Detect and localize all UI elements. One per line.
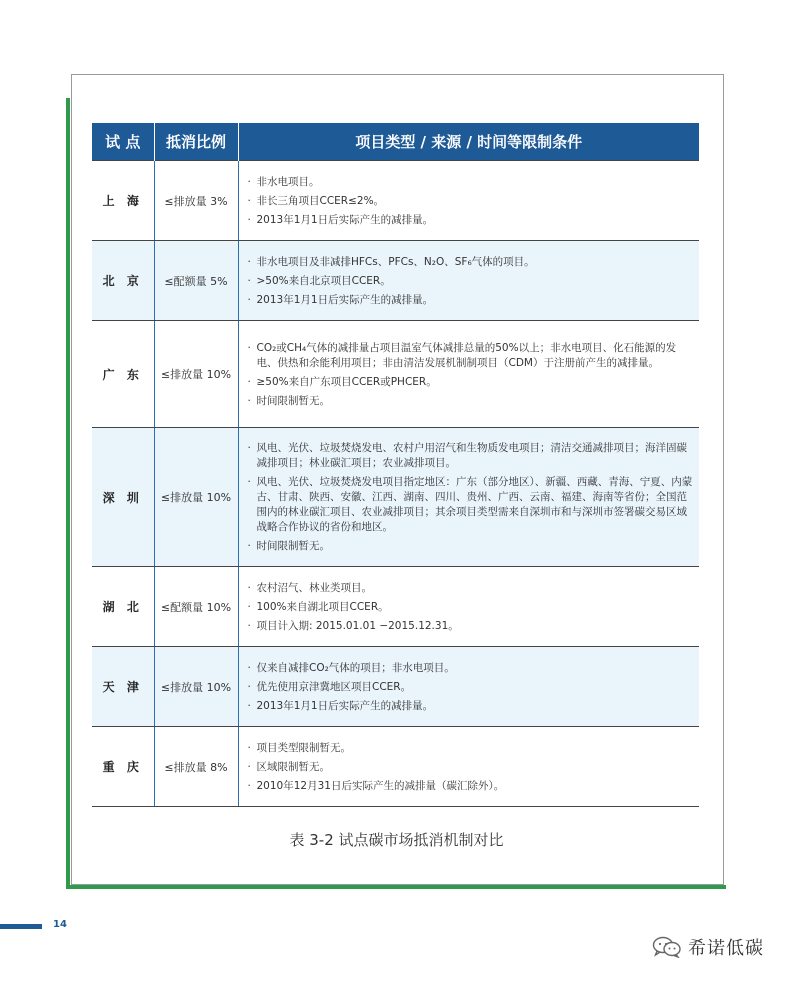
table-row (92, 567, 699, 647)
condition-item: · 2013年1月1日后实际产生的减排量。 (247, 213, 434, 226)
pilot-name: 北 京 (92, 241, 154, 321)
conditions-cell (238, 161, 699, 241)
condition-text: 仅来自减排CO₂气体的项目；非水电项目。 (256, 661, 455, 674)
condition-item: · 优先使用京津冀地区项目CCER。 (247, 680, 412, 693)
header-pilot: 试 点 (92, 123, 154, 161)
condition-item: · 项目计入期: 2015.01.01 −2015.12.31。 (247, 619, 459, 632)
condition-item: · 时间限制暂无。 (247, 540, 330, 552)
pilot-name: 天 津 (92, 647, 154, 727)
table-row (92, 647, 699, 727)
condition-text: 时间限制暂无。 (256, 540, 330, 552)
conditions-cell (238, 241, 699, 321)
frame-accent-bottom (66, 885, 726, 889)
offset-ratio: ≤排放量 10% (154, 647, 238, 727)
offset-ratio: ≤排放量 8% (154, 727, 238, 807)
condition-text: 2010年12月31日后实际产生的减排量（碳汇除外）。 (256, 779, 505, 792)
page-number: 14 (53, 919, 67, 930)
table-caption: 表 3-2 试点碳市场抵消机制对比 (289, 831, 504, 849)
table-row (92, 241, 699, 321)
condition-text: 非水电项目。 (256, 175, 320, 188)
condition-text: >50%来自北京项目CCER。 (256, 274, 391, 287)
pilot-name: 上 海 (92, 161, 154, 241)
condition-text: 优先使用京津冀地区项目CCER。 (256, 680, 412, 693)
condition-item: · 项目类型限制暂无。 (247, 741, 351, 754)
condition-item: · 100%来自湖北项目CCER。 (247, 600, 389, 613)
table-row (92, 428, 699, 567)
condition-item: · 2013年1月1日后实际产生的减排量。 (247, 293, 434, 306)
conditions-cell (238, 647, 699, 727)
condition-text: CO₂或CH₄气体的减排量占项目温室气体减排总量的50%以上；非水电项目、化石能源的发电、供热和余能利用项目；非由清洁发展机制制项目（CDM）于注册前产生的减排量。 (256, 341, 677, 369)
pilot-name: 深 圳 (92, 428, 154, 567)
conditions-cell (238, 727, 699, 807)
conditions-cell (238, 428, 699, 567)
table-row (92, 321, 699, 428)
condition-item: · 区域限制暂无。 (247, 760, 330, 773)
conditions-cell (238, 321, 699, 428)
condition-text: 2013年1月1日后实际产生的减排量。 (256, 699, 434, 712)
condition-item: · 非水电项目及非减排HFCs、PFCs、N₂O、SF₆气体的项目。 (247, 255, 535, 268)
condition-item: · 非水电项目。 (247, 175, 320, 188)
table-header-row (92, 123, 699, 161)
condition-text: 100%来自湖北项目CCER。 (256, 600, 389, 613)
pilot-name: 广 东 (92, 321, 154, 428)
condition-text: 风电、光伏、垃圾焚烧发电、农村户用沼气和生物质发电项目；清洁交通减排项目；海洋固碳减排项目；林业碳汇项目；农业减排项目。 (256, 442, 687, 469)
offset-ratio: ≤排放量 3% (154, 161, 238, 241)
condition-item: · >50%来自北京项目CCER。 (247, 274, 391, 287)
condition-item: · 风电、光伏、垃圾焚烧发电项目指定地区：广东（部分地区）、新疆、西藏、青海、宁夏、内蒙古、甘肃、陕西、安徽、江西、湖南、四川、贵州、广西、云南、福建、海南等省份；全国范围内的林业碳汇项目、农业减排项目；其余项目类型需来自深圳市和与深圳市签署碳交易区域战略合作协议的省份和地区。 (247, 476, 693, 533)
condition-text: 项目类型限制暂无。 (256, 741, 351, 754)
offset-ratio: ≤排放量 10% (154, 428, 238, 567)
offset-comparison-table (92, 123, 699, 807)
condition-item: · 风电、光伏、垃圾焚烧发电、农村户用沼气和生物质发电项目；清洁交通减排项目；海洋固碳减排项目；林业碳汇项目；农业减排项目。 (247, 442, 687, 469)
offset-ratio: ≤排放量 10% (154, 321, 238, 428)
frame-accent-left (66, 98, 70, 889)
pilot-name: 湖 北 (92, 567, 154, 647)
conditions-cell (238, 567, 699, 647)
header-conditions: 项目类型 / 来源 / 时间等限制条件 (238, 123, 699, 161)
condition-text: 2013年1月1日后实际产生的减排量。 (256, 213, 434, 226)
condition-text: 非水电项目及非减排HFCs、PFCs、N₂O、SF₆气体的项目。 (256, 255, 535, 268)
condition-item: · 时间限制暂无。 (247, 394, 330, 407)
condition-text: 2013年1月1日后实际产生的减排量。 (256, 293, 434, 306)
header-ratio: 抵消比例 (154, 123, 238, 161)
table-row (92, 161, 699, 241)
condition-text: 农村沼气、林业类项目。 (256, 581, 372, 594)
condition-text: 时间限制暂无。 (256, 394, 330, 407)
page-number-bar (0, 924, 42, 929)
condition-item: · 2013年1月1日后实际产生的减排量。 (247, 699, 434, 712)
condition-text: ≥50%来自广东项目CCER或PHCER。 (256, 375, 437, 388)
offset-ratio: ≤配额量 5% (154, 241, 238, 321)
condition-item: · CO₂或CH₄气体的减排量占项目温室气体减排总量的50%以上；非水电项目、化石能源的发电、供热和余能利用项目；非由清洁发展机制制项目（CDM）于注册前产生的减排量。 (247, 341, 677, 369)
condition-text: 区域限制暂无。 (256, 760, 330, 773)
condition-item: · ≥50%来自广东项目CCER或PHCER。 (247, 375, 437, 388)
condition-text: 非长三角项目CCER≤2%。 (256, 194, 385, 207)
wechat-icon (652, 936, 682, 958)
condition-item: · 2010年12月31日后实际产生的减排量（碳汇除外）。 (247, 779, 505, 792)
brand-watermark (652, 934, 764, 960)
condition-item: · 非长三角项目CCER≤2%。 (247, 194, 385, 207)
condition-item: · 仅来自减排CO₂气体的项目；非水电项目。 (247, 661, 455, 674)
condition-text: 风电、光伏、垃圾焚烧发电项目指定地区：广东（部分地区）、新疆、西藏、青海、宁夏、内蒙古、甘肃、陕西、安徽、江西、湖南、四川、贵州、广西、云南、福建、海南等省份；全国范围内的林业碳汇项目、农业减排项目；其余项目类型需来自深圳市和与深圳市签署碳交易区域战略合作协议的省份和地区。 (256, 476, 693, 533)
offset-ratio: ≤配额量 10% (154, 567, 238, 647)
table-row (92, 727, 699, 807)
brand-name: 希诺低碳 (688, 938, 764, 959)
condition-text: 项目计入期: 2015.01.01 −2015.12.31。 (256, 619, 459, 632)
pilot-name: 重 庆 (92, 727, 154, 807)
condition-item: · 农村沼气、林业类项目。 (247, 581, 372, 594)
